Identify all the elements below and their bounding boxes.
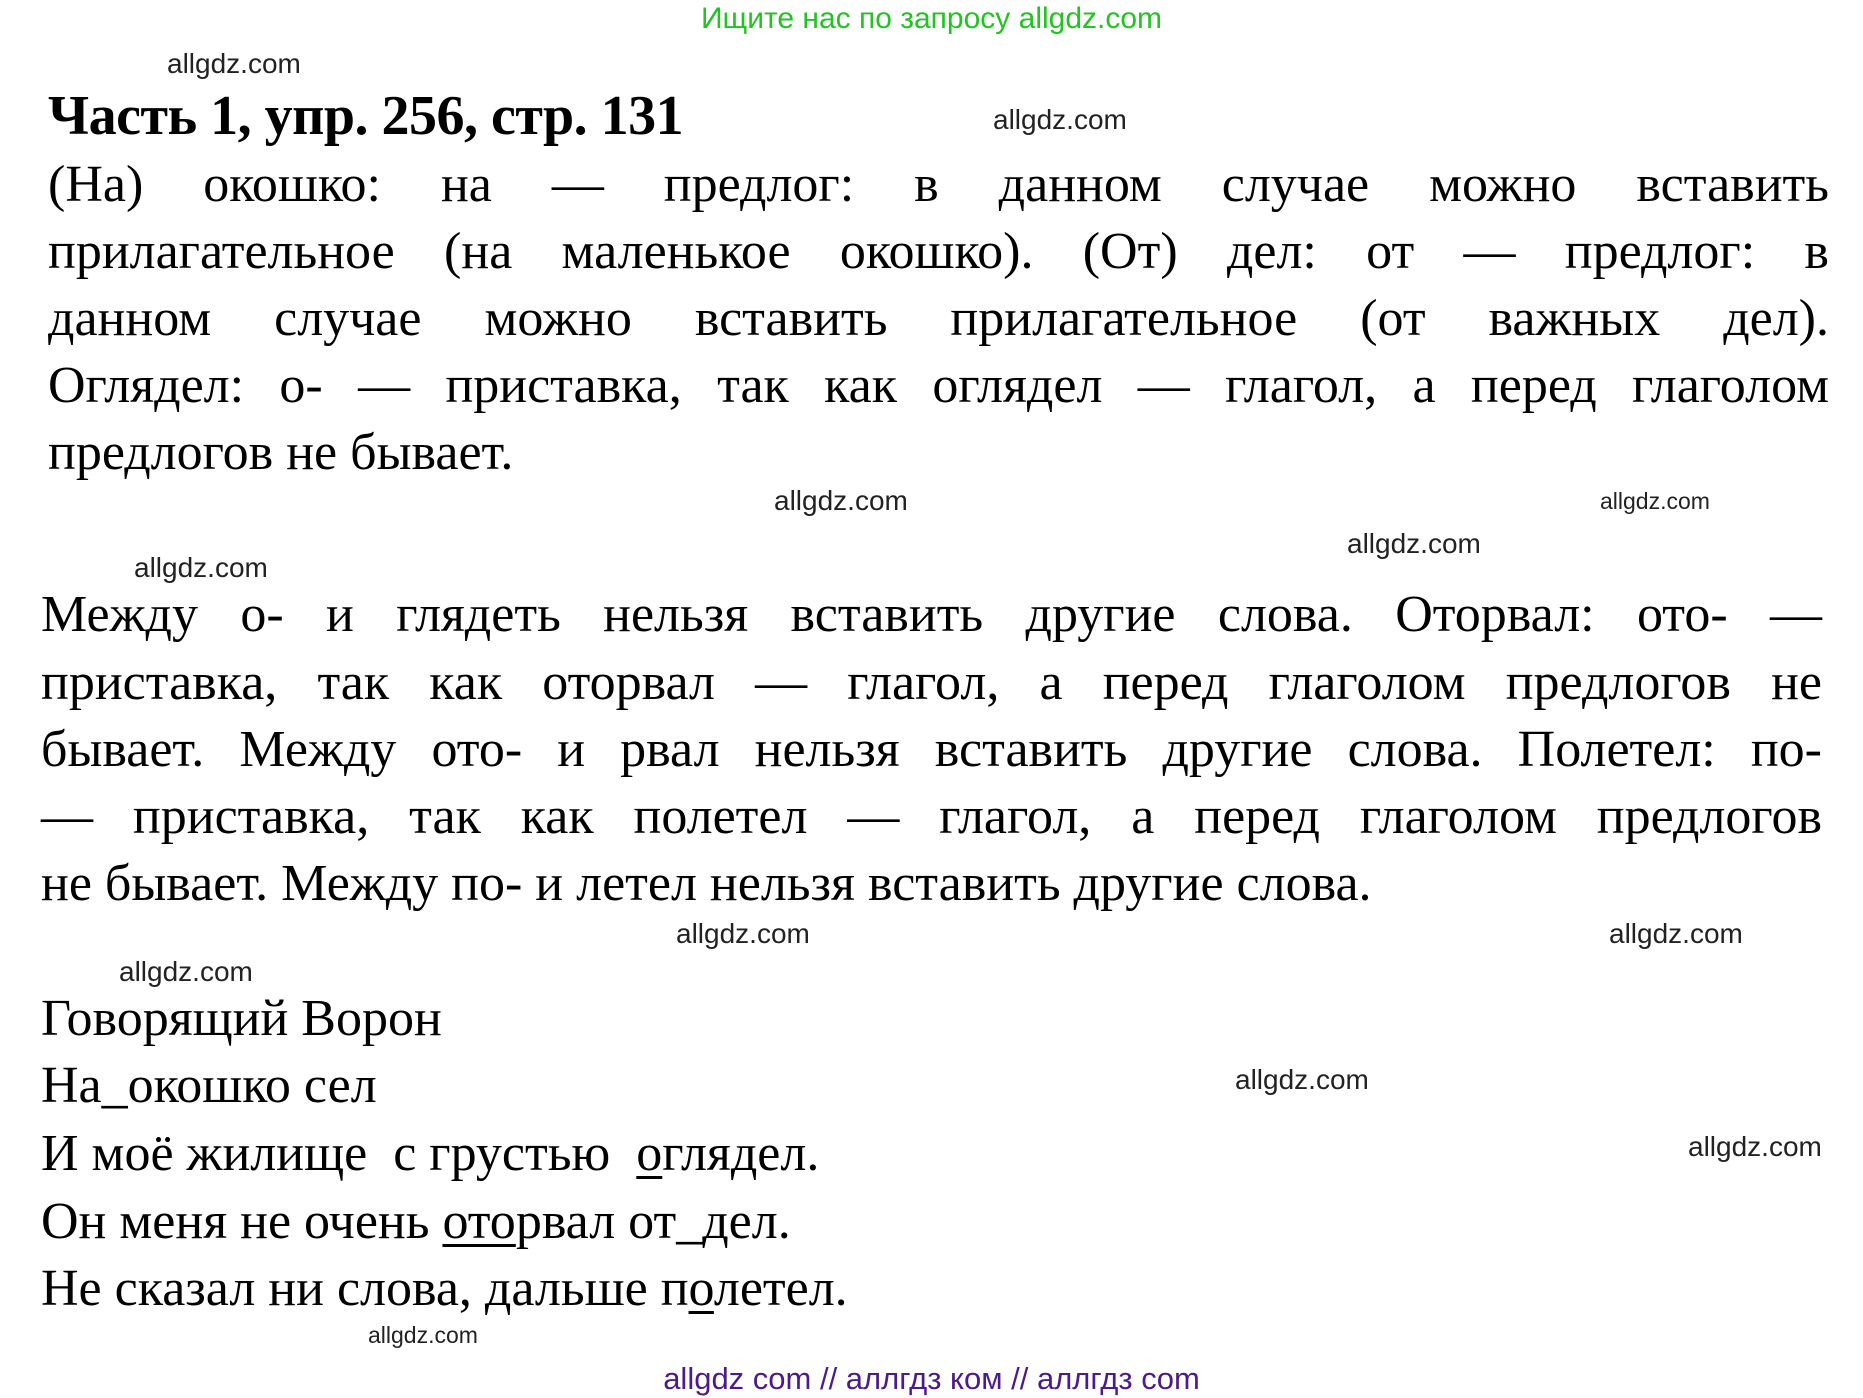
text: Он меня не очень [41,1193,443,1250]
text-line: не бывает. Между по- и летел нельзя вставить другие слова. [41,855,1372,912]
text: И моё жилище с грустью [41,1125,637,1182]
watermark: allgdz.com [119,956,253,987]
text: глядел. [662,1125,820,1182]
poem-line [41,1125,820,1182]
watermark: allgdz.com [134,552,268,583]
poem-title: Говорящий Ворон [41,990,442,1047]
text: На [41,1057,102,1114]
watermark: allgdz.com [993,104,1127,135]
text-line: (На) окошко: на — предлог: в данном случае можно вставить [48,156,1829,213]
watermark: allgdz.com [1347,528,1481,559]
text: летел. [713,1260,848,1317]
text-line: прилагательное (на маленькое окошко). (От) дел: от — предлог: в [48,223,1829,280]
watermark: allgdz.com [1235,1064,1369,1095]
prefix-underline: о [636,1125,663,1182]
prefix-underline: о [688,1260,714,1317]
watermark: allgdz.com [368,1322,478,1348]
footer-watermark: allgdz com // аллгдз ком // аллгдз com [663,1361,1200,1396]
watermark: allgdz.com [676,918,810,949]
text: окошко сел [127,1057,377,1114]
prefix-underline: ото [442,1193,516,1250]
text-line: данном случае можно вставить прилагательное (от важных дел). [48,290,1829,347]
text-line: предлогов не бывает. [48,424,514,481]
text: дел. [702,1193,791,1250]
poem-line [41,1260,848,1317]
text-line: — приставка, так как полетел — глагол, а перед глаголом предлогов [41,788,1822,845]
watermark: allgdz.com [167,48,301,79]
watermark: allgdz.com [774,485,908,516]
text-line: бывает. Между ото- и рвал нельзя вставить другие слова. Полетел: по- [41,721,1822,778]
text-line: Оглядел: о- — приставка, так как оглядел — глагол, а перед глаголом [48,357,1829,414]
watermark: allgdz.com [1609,918,1743,949]
separator-mark: _ [101,1057,128,1114]
text: рвал от [515,1193,677,1250]
poem-line [41,1193,791,1250]
watermark: allgdz.com [1600,488,1710,514]
text: Не сказал ни слова, дальше п [41,1260,689,1317]
separator-mark: _ [676,1193,703,1250]
text-line: приставка, так как оторвал — глагол, а перед глаголом предлогов не [41,654,1822,711]
poem-line [41,1057,377,1114]
watermark: allgdz.com [1688,1131,1822,1162]
text-line: Между о- и глядеть нельзя вставить другие слова. Оторвал: ото- — [41,586,1822,643]
search-banner: Ищите нас по запросу allgdz.com [700,2,1163,35]
page-title: Часть 1, упр. 256, стр. 131 [48,85,684,147]
